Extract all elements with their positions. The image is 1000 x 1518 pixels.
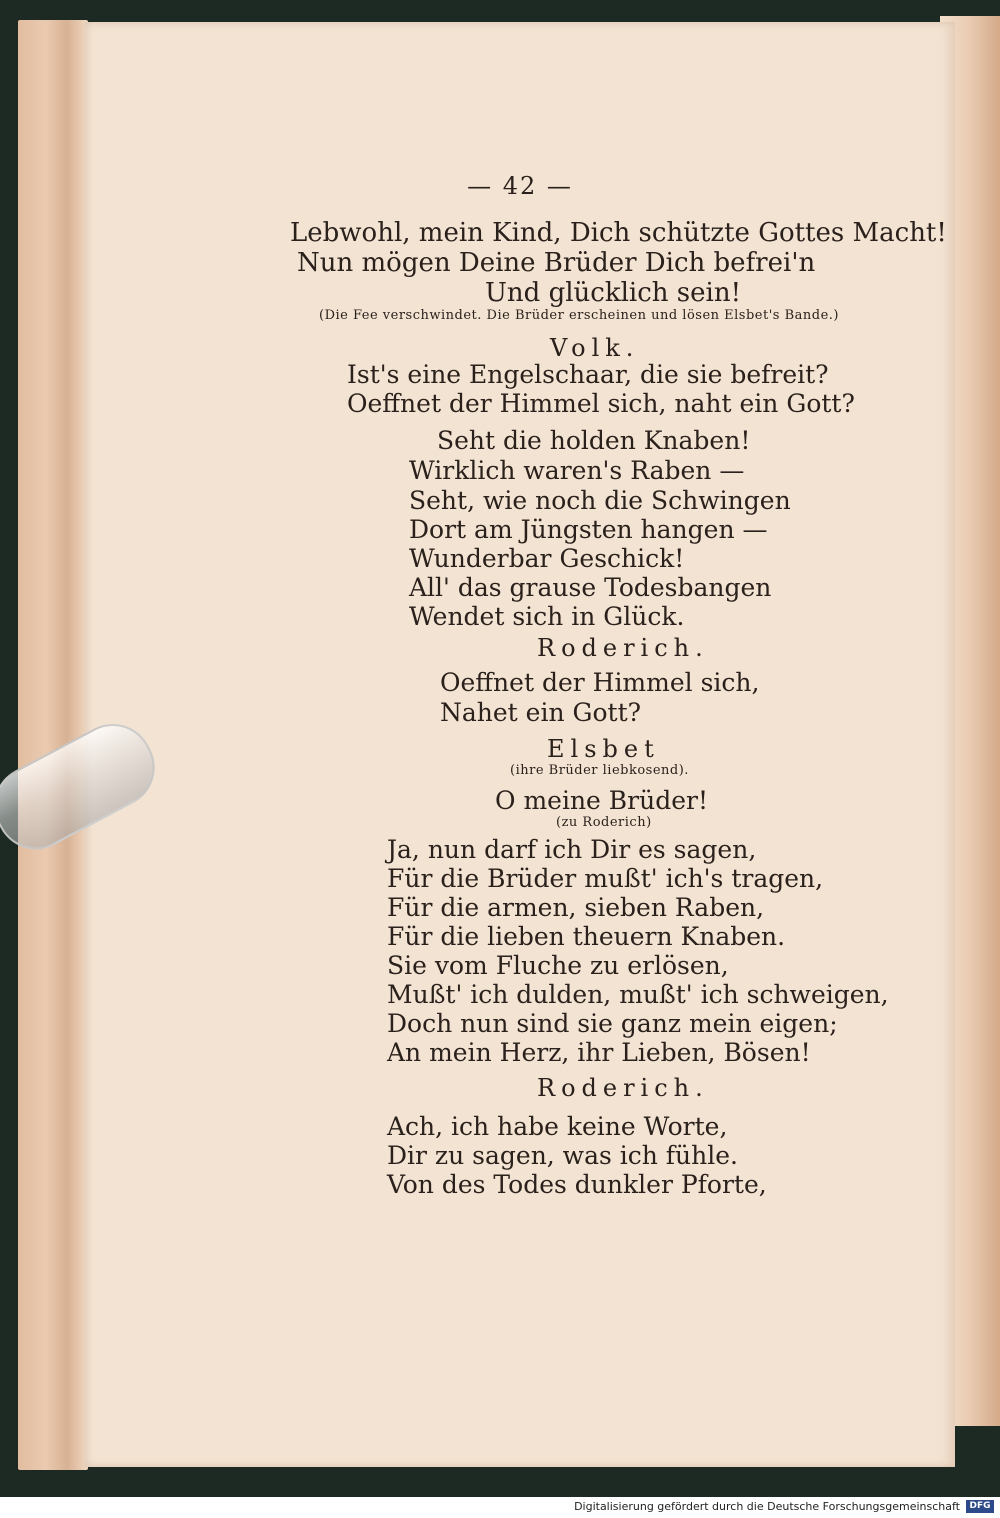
text-line: Sie vom Fluche zu erlösen, (387, 951, 729, 980)
text-line: Für die armen, sieben Raben, (387, 893, 765, 922)
text-line: Für die Brüder mußt' ich's tragen, (387, 864, 824, 893)
speaker-name: Volk. (550, 334, 640, 362)
text-line: Dort am Jüngsten hangen — (409, 515, 768, 544)
footer-bar (0, 1497, 1000, 1518)
dfg-logo: DFG (966, 1500, 994, 1513)
text-line: Mußt' ich dulden, mußt' ich schweigen, (387, 980, 889, 1009)
text-line: O meine Brüder! (495, 786, 709, 815)
text-line: An mein Herz, ihr Lieben, Bösen! (387, 1038, 811, 1067)
text-line: Von des Todes dunkler Pforte, (387, 1170, 767, 1199)
text-line: Lebwohl, mein Kind, Dich schützte Gottes Macht! (290, 218, 947, 248)
text-line: Wunderbar Geschick! (409, 544, 685, 573)
text-line: Seht, wie noch die Schwingen (409, 486, 791, 515)
text-line: Wendet sich in Glück. (409, 602, 685, 631)
text-line: Seht die holden Knaben! (437, 426, 751, 455)
text-line: Ist's eine Engelschaar, die sie befreit? (347, 360, 829, 389)
stage-direction: (ihre Brüder liebkosend). (510, 763, 689, 778)
text-line: Nun mögen Deine Brüder Dich befrei'n (297, 248, 816, 278)
text-line: Nahet ein Gott? (440, 698, 642, 727)
speaker-name: Roderich. (537, 1074, 709, 1102)
text-line: Und glücklich sein! (485, 278, 742, 308)
text-line: Für die lieben theuern Knaben. (387, 922, 786, 951)
speaker-name: Elsbet (547, 735, 660, 763)
stage-direction: (Die Fee verschwindet. Die Brüder erscheinen und lösen Elsbet's Bande.) (319, 308, 839, 323)
text-line: All' das grause Todesbangen (409, 573, 772, 602)
speaker-name: Roderich. (537, 634, 709, 662)
text-line: Ach, ich habe keine Worte, (387, 1112, 728, 1141)
text-line: Doch nun sind sie ganz mein eigen; (387, 1009, 838, 1038)
page-number: — 42 — (467, 172, 573, 200)
stage-direction: (zu Roderich) (556, 815, 652, 830)
text-line: Oeffnet der Himmel sich, (440, 668, 760, 697)
text-line: Oeffnet der Himmel sich, naht ein Gott? (347, 389, 855, 418)
book-page (85, 22, 955, 1467)
text-line: Wirklich waren's Raben — (409, 456, 745, 485)
text-line: Dir zu sagen, was ich fühle. (387, 1141, 739, 1170)
footer-credit: Digitalisierung gefördert durch die Deutsche Forschungsgemeinschaft (574, 1500, 960, 1513)
text-line: Ja, nun darf ich Dir es sagen, (387, 835, 757, 864)
